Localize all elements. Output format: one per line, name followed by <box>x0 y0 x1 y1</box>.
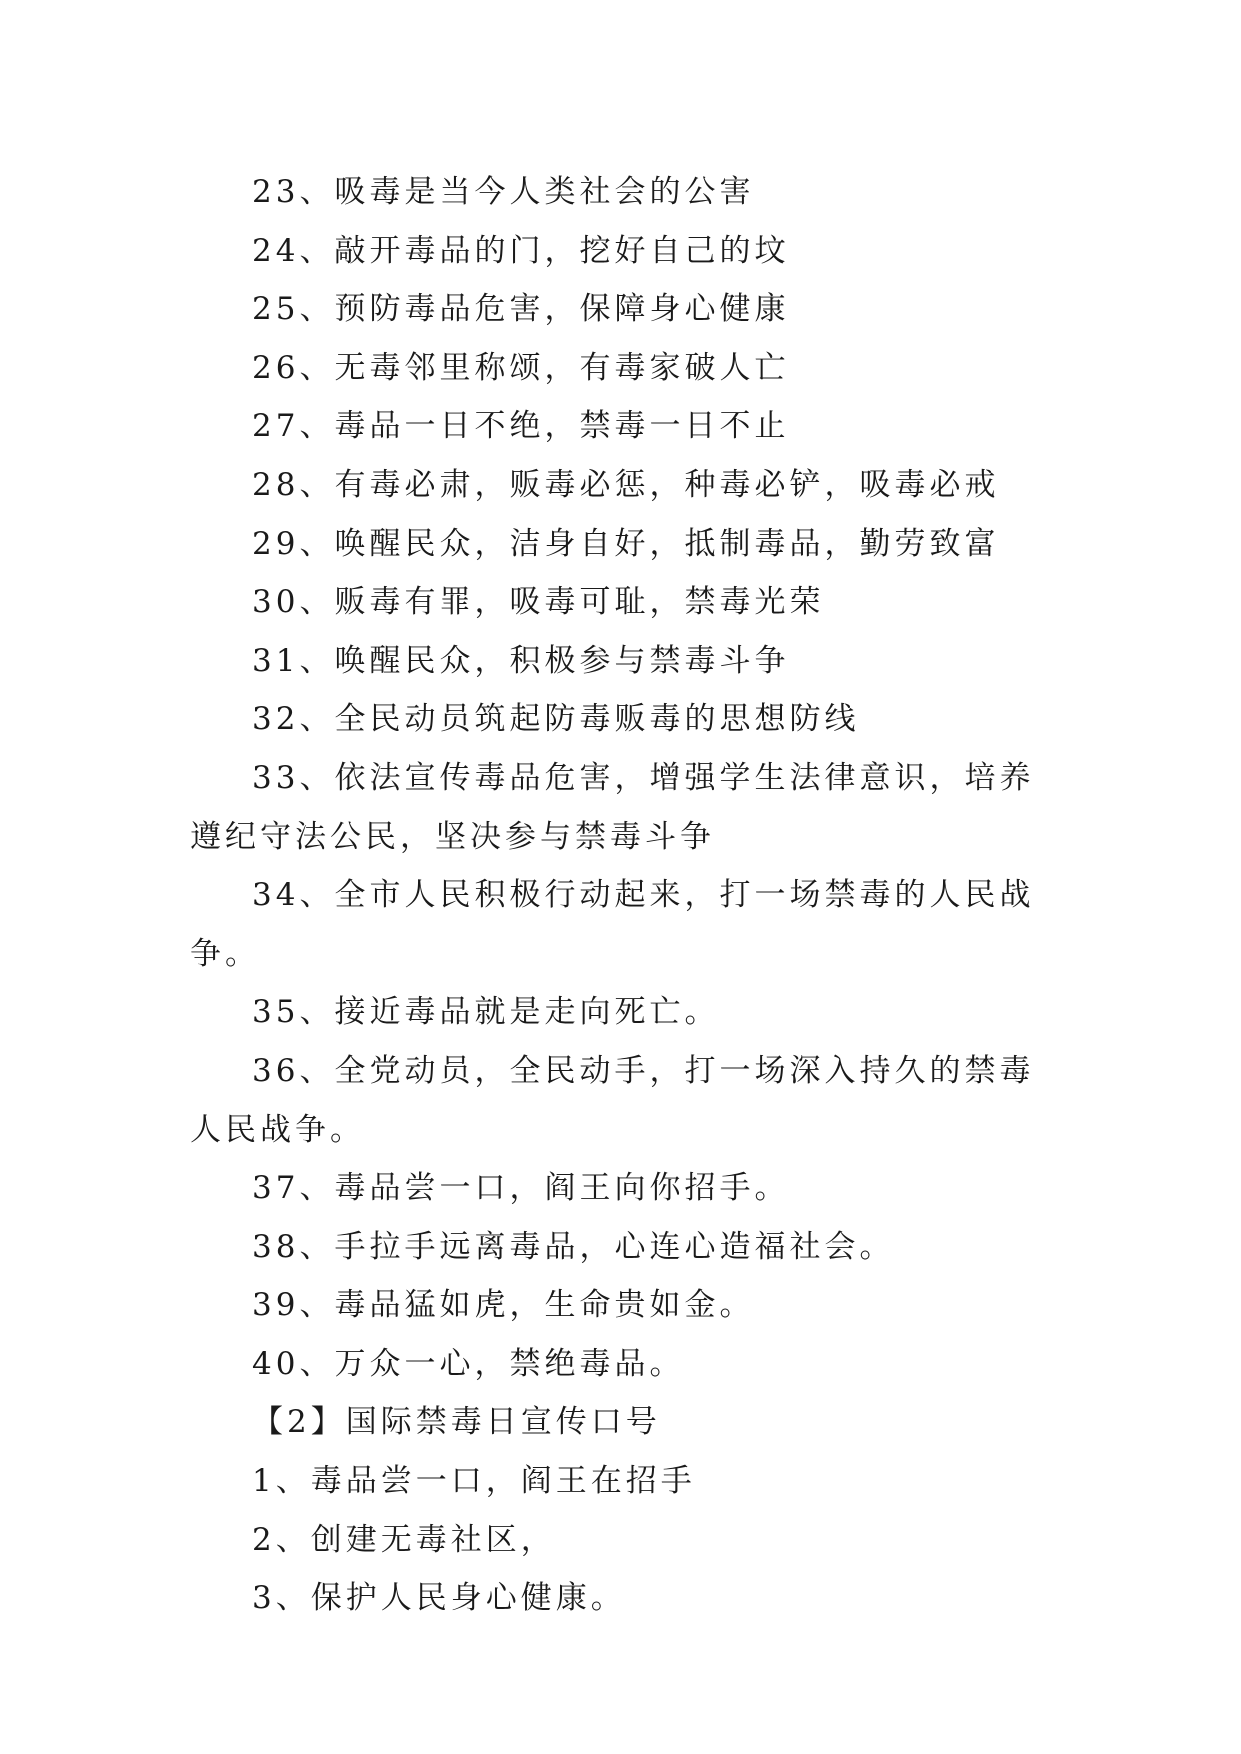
paragraph-32: 32、全民动员筑起防毒贩毒的思想防线 <box>252 701 860 738</box>
paragraph-38: 38、手拉手远离毒品，心连心造福社会。 <box>252 1228 895 1265</box>
paragraph-33: 33、依法宣传毒品危害，增强学生法律意识，培养遵纪守法公民，坚决参与禁毒斗争 <box>190 759 1035 855</box>
paragraph-40: 40、万众一心，禁绝毒品。 <box>252 1345 685 1382</box>
paragraph-35: 35、接近毒品就是走向死亡。 <box>252 994 720 1031</box>
paragraph-29: 29、唤醒民众，洁身自好，抵制毒品，勤劳致富 <box>252 525 1000 562</box>
paragraph-27: 27、毒品一日不绝，禁毒一日不止 <box>252 408 790 445</box>
document-body <box>190 163 1060 1628</box>
slogan-item-2: 2、创建无毒社区， <box>252 1521 556 1558</box>
paragraph-39: 39、毒品猛如虎，生命贵如金。 <box>252 1287 755 1324</box>
paragraph-26: 26、无毒邻里称颂，有毒家破人亡 <box>252 349 790 386</box>
paragraph-36: 36、全党动员，全民动手，打一场深入持久的禁毒人民战争。 <box>190 1052 1035 1148</box>
paragraph-31: 31、唤醒民众，积极参与禁毒斗争 <box>252 642 790 679</box>
slogan-item-3: 3、保护人民身心健康。 <box>252 1580 626 1617</box>
paragraph-37: 37、毒品尝一口，阎王向你招手。 <box>252 1170 790 1207</box>
paragraph-25: 25、预防毒品危害，保障身心健康 <box>252 291 790 328</box>
paragraph-28: 28、有毒必肃，贩毒必惩，种毒必铲，吸毒必戒 <box>252 466 1000 503</box>
slogan-item-1: 1、毒品尝一口，阎王在招手 <box>252 1463 696 1500</box>
paragraph-30: 30、贩毒有罪，吸毒可耻，禁毒光荣 <box>252 584 825 621</box>
paragraph-23: 23、吸毒是当今人类社会的公害 <box>252 174 755 210</box>
paragraph-24: 24、敲开毒品的门，挖好自己的坟 <box>252 232 790 269</box>
section-heading: 【2】国际禁毒日宣传口号 <box>252 1404 661 1441</box>
paragraph-34: 34、全市人民积极行动起来，打一场禁毒的人民战争。 <box>190 877 1035 972</box>
